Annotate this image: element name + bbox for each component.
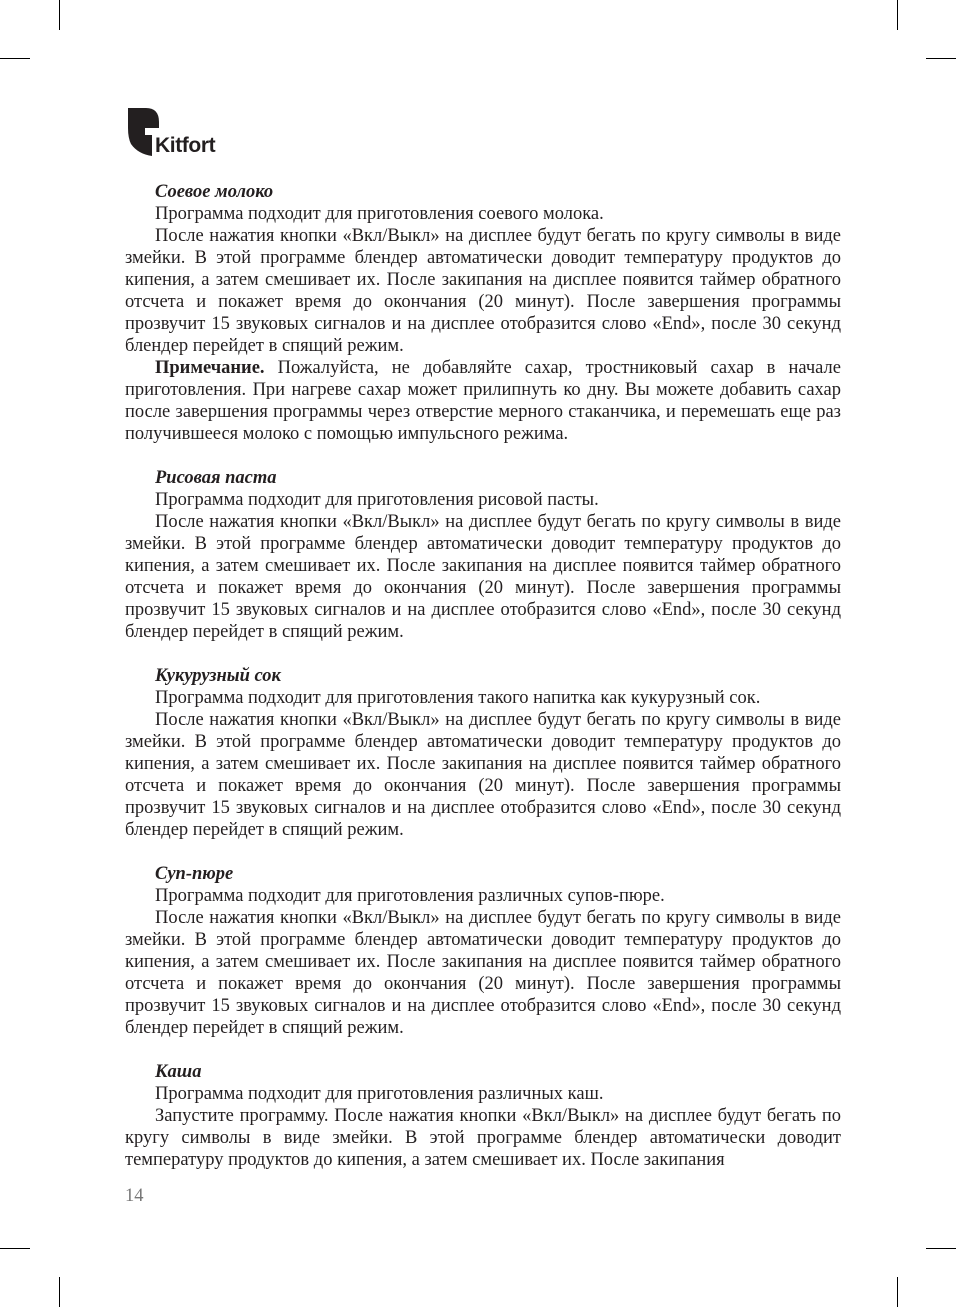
kitfort-logo — [126, 106, 246, 158]
paragraph: После нажатия кнопки «Вкл/Выкл» на дисплее будут бегать по кругу символы в виде змейки. В этой программе блендер автоматически доводит температуру продуктов до кипения, а затем смешивает их. После закипания на дисплее появится таймер обратного отсчета и покажет время до окончания (20 минут). После завершения программы прозвучит 15 звуковых сигналов и на дисплее отобразится слово «End», после 30 секунд блендер перейдет в спящий режим. — [125, 226, 841, 356]
paragraph: Программа подходит для приготовления различных супов-пюре. — [155, 886, 665, 906]
paragraph: После нажатия кнопки «Вкл/Выкл» на дисплее будут бегать по кругу символы в виде змейки. В этой программе блендер автоматически доводит температуру продуктов до кипения, а затем смешивает их. После закипания на дисплее появится таймер обратного отсчета и покажет время до окончания (20 минут). После завершения программы прозвучит 15 звуковых сигналов и на дисплее отобразится слово «End», после 30 секунд блендер перейдет в спящий режим. — [125, 512, 841, 642]
section — [125, 1061, 841, 1171]
section — [125, 863, 841, 1039]
section — [125, 181, 841, 445]
section-title: Соевое молоко — [155, 182, 274, 202]
crop-mark-top-left — [59, 0, 60, 30]
crop-mark-bottom-right — [897, 1277, 898, 1307]
paragraph: После нажатия кнопки «Вкл/Выкл» на дисплее будут бегать по кругу символы в виде змейки. В этой программе блендер автоматически доводит температуру продуктов до кипения, а затем смешивает их. После закипания на дисплее появится таймер обратного отсчета и покажет время до окончания (20 минут). После завершения программы прозвучит 15 звуковых сигналов и на дисплее отобразится слово «End», после 30 секунд блендер перейдет в спящий режим. — [125, 908, 841, 1038]
section-title: Суп-пюре — [155, 864, 234, 884]
section-title: Кукурузный сок — [155, 666, 281, 686]
section — [125, 467, 841, 643]
paragraph: Программа подходит для приготовления соевого молока. — [155, 204, 604, 224]
crop-mark-right-top — [926, 58, 956, 59]
paragraph: Программа подходит для приготовления различных каш. — [155, 1084, 604, 1104]
paragraph: Программа подходит для приготовления такого напитка как кукурузный сок. — [155, 688, 761, 708]
note-text: Пожалуйста, не добавляйте сахар, тростниковый сахар в начале приготовления. При нагреве сахар может прилипнуть ко дну. Вы можете добавить сахар после завершения программы через отверстие мерного стаканчика, и перемешать еще раз получившееся молоко с помощью импульсного режима. — [125, 358, 841, 444]
brand-name: Kitfort — [155, 134, 216, 157]
section-title: Рисовая паста — [155, 468, 277, 488]
document-body — [125, 181, 841, 1171]
paragraph: Запустите программу. После нажатия кнопки «Вкл/Выкл» на дисплее будут бегать по кругу символы в виде змейки. В этой программе блендер автоматически доводит температуру продуктов до кипения, а затем смешивает их. После закипания — [125, 1106, 841, 1170]
paragraph: Программа подходит для приготовления рисовой пасты. — [155, 490, 599, 510]
section — [125, 665, 841, 841]
paragraph: После нажатия кнопки «Вкл/Выкл» на дисплее будут бегать по кругу символы в виде змейки. В этой программе блендер автоматически доводит температуру продуктов до кипения, а затем смешивает их. После закипания на дисплее появится таймер обратного отсчета и покажет время до окончания (20 минут). После завершения программы прозвучит 15 звуковых сигналов и на дисплее отобразится слово «End», после 30 секунд блендер перейдет в спящий режим. — [125, 710, 841, 840]
crop-mark-right-bottom — [926, 1248, 956, 1249]
page-number: 14 — [125, 1186, 144, 1206]
crop-mark-left-bottom — [0, 1248, 30, 1249]
crop-mark-top-right — [897, 0, 898, 30]
note-label: Примечание. — [155, 358, 265, 378]
section-title: Каша — [155, 1062, 202, 1082]
note-paragraph — [125, 357, 841, 445]
crop-mark-bottom-left — [59, 1277, 60, 1307]
crop-mark-left-top — [0, 58, 30, 59]
